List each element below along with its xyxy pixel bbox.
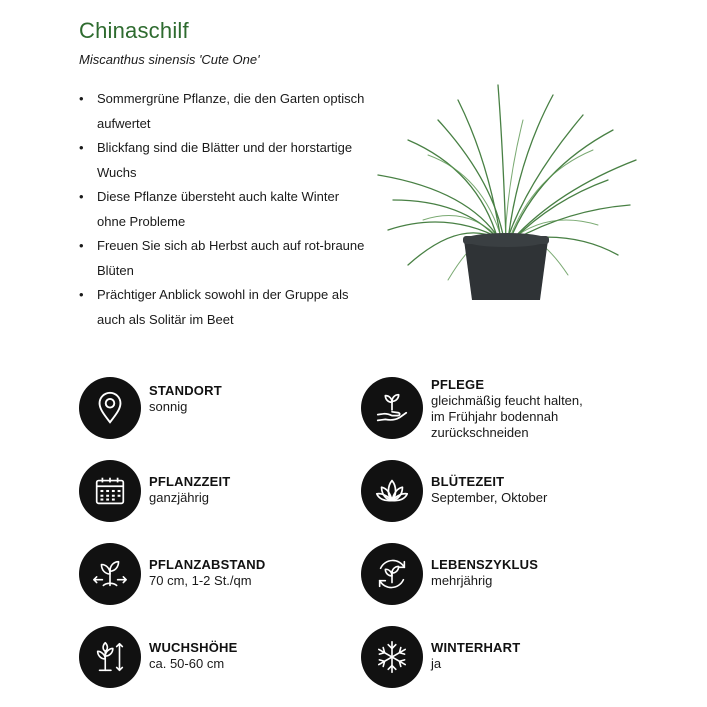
bullet-item: • Freuen Sie sich ab Herbst auch auf rot-braune Blüten xyxy=(79,234,369,283)
feature-label: STANDORT xyxy=(149,383,222,398)
bullet-dot: • xyxy=(79,238,84,253)
feature-value: sonnig xyxy=(149,399,188,414)
feature-label: PFLEGE xyxy=(431,377,485,392)
feature-value-line: gleichmäßig feucht halten, xyxy=(431,393,583,408)
feature-label: BLÜTEZEIT xyxy=(431,474,505,489)
bullet-dot: • xyxy=(79,140,84,155)
feature-value: mehrjährig xyxy=(431,573,493,588)
product-image xyxy=(368,80,643,310)
bullet-item: • Sommergrüne Pflanze, die den Garten optisch aufwertet xyxy=(79,87,369,136)
cycle-seedling-icon xyxy=(361,543,423,605)
feature-lebenszyklus xyxy=(361,543,661,607)
bullet-dot: • xyxy=(79,91,84,106)
tree-height-icon xyxy=(79,626,141,688)
feature-label: PFLANZABSTAND xyxy=(149,557,266,572)
feature-value: 70 cm, 1-2 St./qm xyxy=(149,573,252,588)
feature-wuchshoehe xyxy=(79,626,379,690)
feature-label: LEBENSZYKLUS xyxy=(431,557,539,572)
feature-value: ganzjährig xyxy=(149,490,209,505)
feature-bluetezeit xyxy=(361,460,661,524)
feature-label: PFLANZZEIT xyxy=(149,474,231,489)
feature-label: WINTERHART xyxy=(431,640,521,655)
feature-winterhart xyxy=(361,626,661,690)
feature-bullet-list xyxy=(79,87,369,332)
lotus-flower-icon xyxy=(361,460,423,522)
feature-value: ja xyxy=(431,656,442,671)
feature-pflanzabstand xyxy=(79,543,379,607)
product-title: Chinaschilf xyxy=(79,18,189,43)
feature-pflege xyxy=(361,377,661,441)
bullet-item: • Blickfang sind die Blätter und der horstartige Wuchs xyxy=(79,136,369,185)
feature-value-line: zurückschneiden xyxy=(431,425,529,440)
feature-pflanzzeit xyxy=(79,460,379,524)
bullet-item: • Prächtiger Anblick sowohl in der Gruppe als auch als Solitär im Beet xyxy=(79,283,369,332)
feature-standort xyxy=(79,377,379,441)
location-pin-icon xyxy=(79,377,141,439)
snowflake-icon xyxy=(361,626,423,688)
feature-value: September, Oktober xyxy=(431,490,548,505)
product-botanical-name: Miscanthus sinensis 'Cute One' xyxy=(79,52,260,67)
bullet-item: • Diese Pflanze übersteht auch kalte Winter ohne Probleme xyxy=(79,185,369,234)
feature-value-line: im Frühjahr bodennah xyxy=(431,409,559,424)
bullet-dot: • xyxy=(79,287,84,302)
calendar-icon xyxy=(79,460,141,522)
bullet-dot: • xyxy=(79,189,84,204)
feature-value: ca. 50-60 cm xyxy=(149,656,225,671)
seedling-spacing-icon xyxy=(79,543,141,605)
feature-label: WUCHSHÖHE xyxy=(149,640,238,655)
hand-seedling-icon xyxy=(361,377,423,439)
